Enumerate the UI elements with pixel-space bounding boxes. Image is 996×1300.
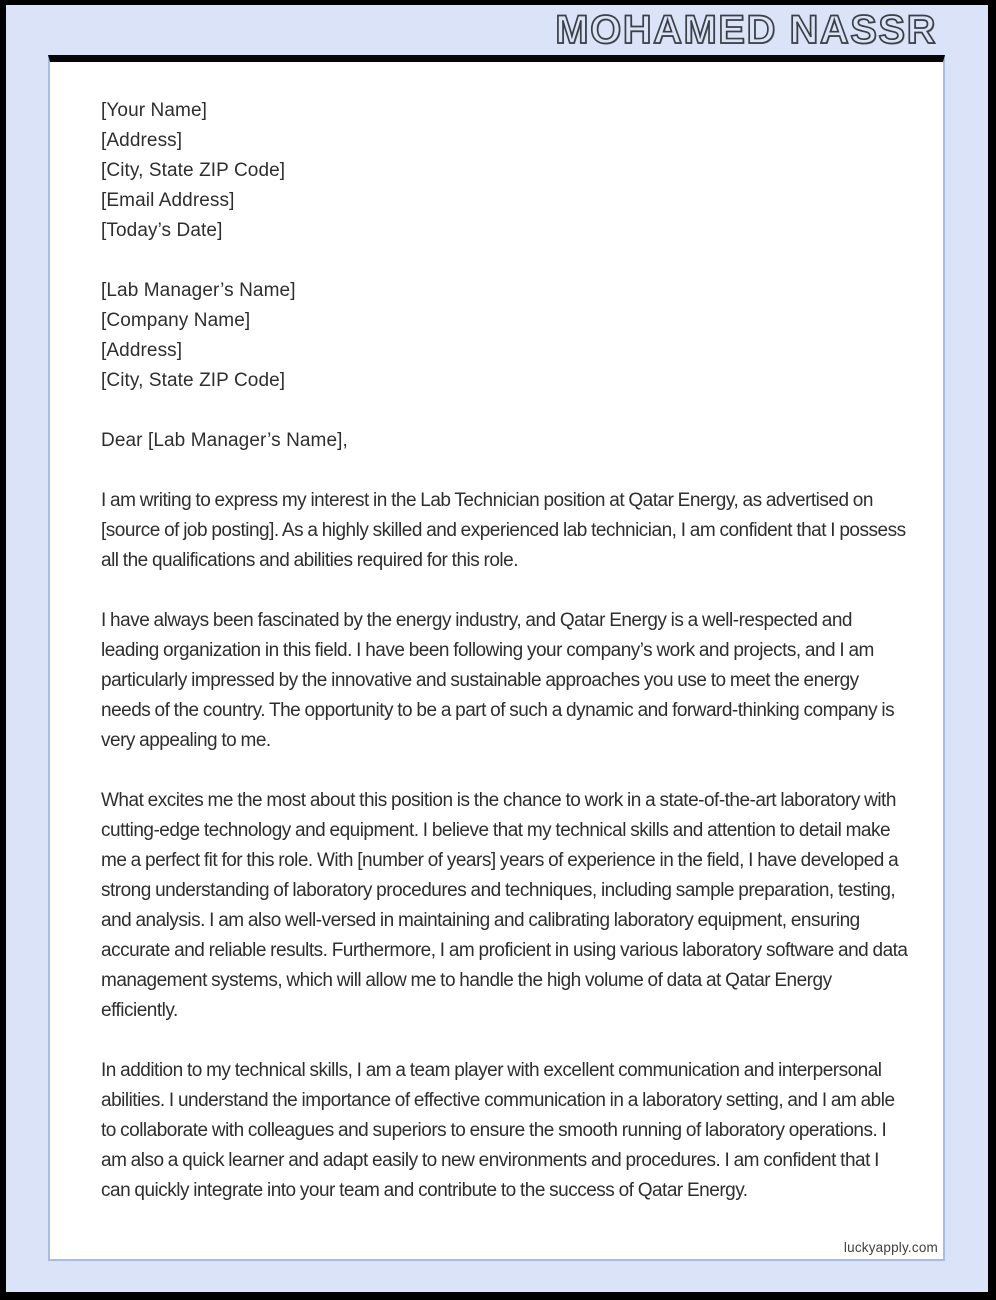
sender-address-block (101, 96, 909, 246)
sender-name-line: [Your Name] (101, 100, 208, 121)
salutation: Dear [Lab Manager’s Name], (101, 430, 348, 451)
author-name-title: MOHAMED NASSR (555, 8, 937, 52)
recipient-city-line: [City, State ZIP Code] (101, 370, 286, 391)
sender-city-line: [City, State ZIP Code] (101, 160, 286, 181)
letter-content (50, 62, 943, 1206)
website-watermark: luckyapply.com (843, 1240, 938, 1255)
recipient-address-block (101, 276, 909, 396)
recipient-address-line: [Address] (101, 340, 183, 361)
recipient-company-line: [Company Name] (101, 310, 251, 331)
sender-email-line: [Email Address] (101, 190, 235, 211)
paragraph-teamwork: In addition to my technical skills, I am a team player with excellent communication and interpersonal abilities. I understand the importance of effective communication in a laboratory setting, and I am able to collaborate with colleagues and superiors to ensure the smooth running of laboratory operations. I am also a quick learner and adapt easily to new environments and procedures. I am confident that I can quickly integrate into your team and contribute to the success of Qatar Energy. (101, 1060, 895, 1201)
recipient-name-line: [Lab Manager’s Name] (101, 280, 296, 301)
paragraph-company-interest: I have always been fascinated by the energy industry, and Qatar Energy is a well-respected and leading organization in this field. I have been following your company’s work and projects, and I am particularly impressed by the innovative and sustainable approaches you use to meet the energy needs of the country. The opportunity to be a part of such a dynamic and forward-thinking company is very appealing to me. (101, 610, 895, 751)
sender-address-line: [Address] (101, 130, 183, 151)
letter-page (48, 55, 945, 1261)
sender-date-line: [Today’s Date] (101, 220, 223, 241)
paragraph-technical-skills: What excites me the most about this position is the chance to work in a state-of-the-art laboratory with cutting-edge technology and equipment. I believe that my technical skills and attention to detail make me a perfect fit for this role. With [number of years] years of experience in the field, I have developed a strong understanding of laboratory procedures and techniques, including sample preparation, testing, and analysis. I am also well-versed in maintaining and calibrating laboratory equipment, ensuring accurate and reliable results. Furthermore, I am proficient in using various laboratory software and data management systems, which will allow me to handle the high volume of data at Qatar Energy efficiently. (101, 790, 908, 1021)
paragraph-introduction: I am writing to express my interest in the Lab Technician position at Qatar Energy, as advertised on [source of job posting]. As a highly skilled and experienced lab technician, I am confident that I possess all the qualifications and abilities required for this role. (101, 490, 906, 571)
